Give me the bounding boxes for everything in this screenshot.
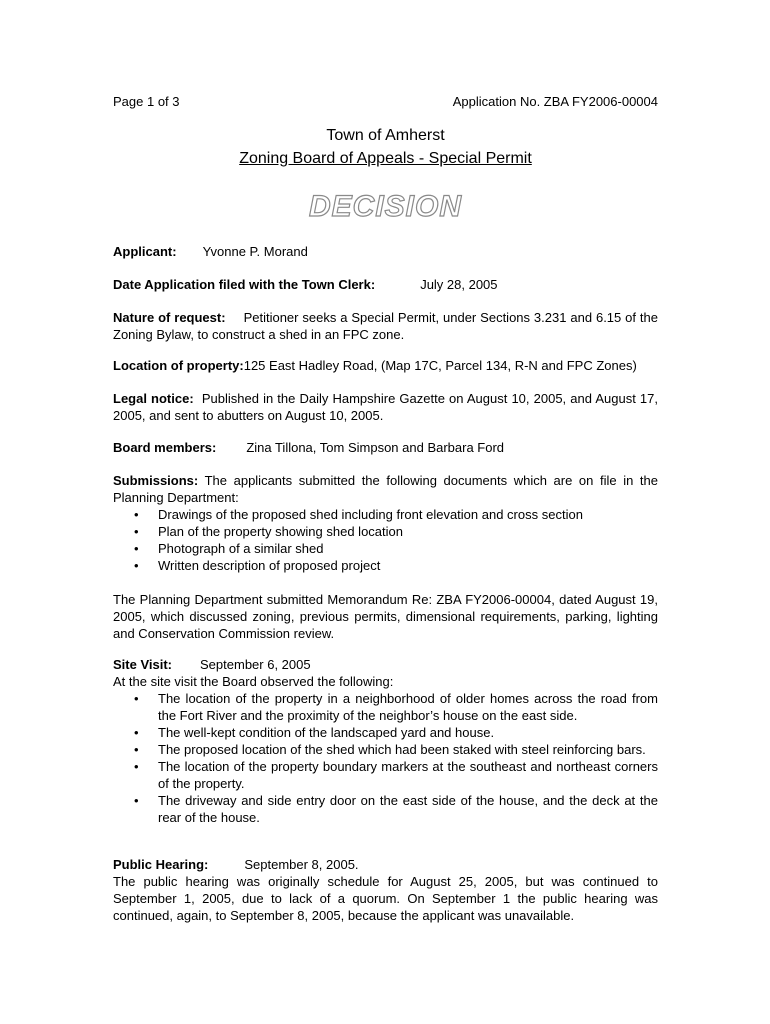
board-title: Zoning Board of Appeals - Special Permit — [239, 150, 532, 167]
legal-notice-value: Published in the Daily Hampshire Gazette on August 10, 2005, and August 17, 2005, and sent to abutters on August 10, 2005. — [113, 391, 658, 423]
town-title: Town of Amherst — [326, 127, 445, 144]
public-hearing-label: Public Hearing: — [113, 857, 209, 872]
submissions-section — [113, 472, 658, 574]
memo-paragraph: The Planning Department submitted Memorandum Re: ZBA FY2006-00004, dated August 19, 2005, which discussed zoning, previous permits, dimensional requirements, parking, lighting and Conservation Commission review. — [113, 592, 658, 641]
nature-label: Nature of request: — [113, 310, 226, 325]
nature-paragraph — [113, 309, 658, 343]
location-line — [113, 357, 658, 374]
list-item: • The location of the property boundary markers at the southeast and northeast corners of the property. — [158, 758, 658, 792]
submissions-label: Submissions: — [113, 473, 199, 488]
site-visit-list — [113, 690, 658, 826]
list-item: • Plan of the property showing shed location — [158, 523, 658, 540]
date-filed-label: Date Application filed with the Town Clerk: — [113, 277, 376, 292]
applicant-line — [113, 243, 658, 260]
site-visit-date: September 6, 2005 — [200, 657, 311, 672]
page-number: Page 1 of 3 — [113, 94, 180, 109]
decision-heading: DECISION — [308, 190, 463, 223]
date-filed-value: July 28, 2005 — [420, 277, 498, 292]
site-visit-section — [113, 656, 658, 826]
list-item: • The well-kept condition of the landscaped yard and house. — [158, 724, 658, 741]
list-item: • The location of the property in a neighborhood of older homes across the road from the Fort River and the proximity of the neighbor’s house on the east side. — [158, 690, 658, 724]
list-item: • The driveway and side entry door on the east side of the house, and the deck at the rear of the house. — [158, 792, 658, 826]
list-item: • Written description of proposed project — [158, 557, 658, 574]
location-label: Location of property: — [113, 358, 244, 373]
list-item: • The proposed location of the shed which had been staked with steel reinforcing bars. — [158, 741, 658, 758]
list-item: • Drawings of the proposed shed including front elevation and cross section — [158, 506, 658, 523]
board-members-value: Zina Tillona, Tom Simpson and Barbara Ford — [246, 440, 505, 455]
location-value: 125 East Hadley Road, (Map 17C, Parcel 134, R-N and FPC Zones) — [243, 358, 637, 373]
date-filed-line — [113, 276, 658, 293]
applicant-value: Yvonne P. Morand — [202, 244, 308, 259]
site-visit-heading — [113, 656, 658, 673]
submissions-intro-text: The applicants submitted the following documents which are on file in the Planning Department: — [113, 473, 658, 505]
public-hearing-text: The public hearing was originally schedule for August 25, 2005, but was continued to September 1, 2005, due to lack of a quorum. On September 1 the public hearing was continued, again, to September 8, 2005, because the applicant was unavailable. — [113, 874, 658, 923]
board-members-label: Board members: — [113, 440, 217, 455]
legal-notice-label: Legal notice: — [113, 391, 194, 406]
public-hearing-date: September 8, 2005. — [244, 857, 359, 872]
site-visit-intro: At the site visit the Board observed the following: — [113, 674, 394, 689]
application-number: Application No. ZBA FY2006-00004 — [452, 94, 658, 109]
nature-value: Petitioner seeks a Special Permit, under Sections 3.231 and 6.15 of the Zoning Bylaw, to construct a shed in an FPC zone. — [113, 310, 658, 342]
public-hearing-section — [113, 856, 658, 924]
submissions-intro — [113, 472, 658, 506]
list-item: • Photograph of a similar shed — [158, 540, 658, 557]
public-hearing-heading — [113, 856, 658, 873]
legal-notice-paragraph — [113, 390, 658, 424]
board-members-line — [113, 439, 658, 456]
applicant-label: Applicant: — [113, 244, 177, 259]
submissions-list — [113, 506, 658, 574]
site-visit-label: Site Visit: — [113, 657, 173, 672]
